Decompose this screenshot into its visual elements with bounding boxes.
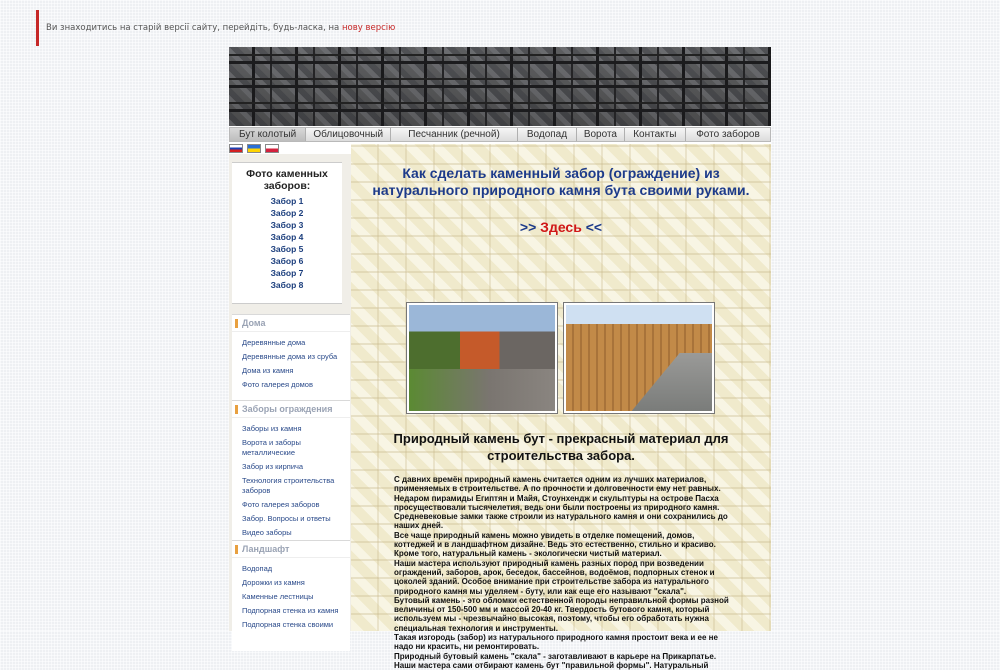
nav-item-but[interactable]: Бут колотый (230, 128, 306, 141)
fence-photo-link-6[interactable]: Забор 6 (270, 256, 304, 266)
fence-photos-box (232, 162, 342, 304)
flag-ua-icon[interactable] (247, 144, 261, 153)
menu-link[interactable]: Деревянные дома (242, 338, 306, 347)
menu-head-fences: Заборы ограждения (232, 401, 350, 418)
page-headline: Как сделать каменный забор (ограждение) из натурального природного камня бута своими руками. (372, 165, 750, 198)
fence-photo-link-4[interactable]: Забор 4 (270, 232, 304, 242)
flag-pl-icon[interactable] (265, 144, 279, 153)
menu-link[interactable]: Дорожки из камня (242, 578, 305, 587)
menu-link[interactable]: Каменные лестницы (242, 592, 314, 601)
article-body (394, 475, 734, 670)
menu-link[interactable]: Заборы из камня (242, 424, 302, 433)
nav-item-fence-photos[interactable]: Фото заборов (696, 129, 760, 140)
site-frame (229, 47, 771, 670)
menu-link[interactable]: Дома из камня (242, 366, 294, 375)
flag-ru-icon[interactable] (229, 144, 243, 153)
menu-link[interactable]: Подпорная стенка из камня (242, 606, 339, 615)
menu-head-houses: Дома (232, 315, 350, 332)
fence-photo-thumbnail[interactable] (406, 302, 558, 414)
menu-link[interactable]: Технология строительства заборов (242, 476, 335, 495)
here-link-line (369, 219, 753, 235)
article-paragraph: Природный бутовый камень "скала" - заготавливают в карьере на Прикарпатье. Наши мастера сами отбирают камень бут "правильной формы". Натуральный (394, 651, 717, 670)
menu-link[interactable]: Забор из кирпича (242, 462, 304, 471)
notice-text: Ви знаходитись на старій версії сайту, перейдіть, будь-ласка, на (46, 23, 342, 33)
nav-item-waterfall[interactable]: Водопад (518, 128, 577, 141)
here-link[interactable]: Здесь (540, 219, 582, 235)
article-paragraph: Бутовый камень - это обломки естественной породы неправильной формы разной величины от 150-500 мм и массой 20-40 кг. Твердость бутового камня, который используем мы - чрезвычайно высокая, поэтому, чтобы его обработать нужна специальная технология и инструменты. (394, 595, 729, 633)
nav-item-sandstone[interactable]: Песчанник (речной) (391, 128, 518, 141)
language-flags (229, 144, 279, 154)
article-paragraph: С давних времён природный камень считается одним из лучших материалов, применяемых в строительстве. А по прочности и долговечности ему нет равных. Недаром пирамиды Египтян и Майя, Стоунхендж и скульптуры на острове Пасха просуществовали тысячелетия, ведь они были построены из природного камня. Средневековые замки также строили из натурального камня и они сохранились до наших дней. (394, 475, 728, 531)
menu-link[interactable]: Деревянные дома из сруба (242, 352, 338, 361)
here-suffix: << (581, 219, 603, 235)
new-version-link[interactable]: нову версію (341, 23, 396, 33)
article-subhead: Природный камень бут - прекрасный материал для строительства забора. (393, 431, 729, 463)
main-nav (229, 127, 771, 142)
menu-link[interactable]: Забор. Вопросы и ответы (242, 514, 331, 523)
fence-photo-link-3[interactable]: Забор 3 (270, 220, 304, 230)
menu-link[interactable]: Фото галерея заборов (242, 500, 320, 509)
menu-head-landscape: Ландшафт (232, 541, 350, 558)
here-prefix: >> (519, 219, 541, 235)
menu-link[interactable]: Подпорная стенка своими (242, 620, 334, 629)
article-paragraph: Наши мастера используют природный камень разных пород при возведении ограждений, заборов, арок, беседок, бассейнов, водоёмов, подпорных стенок и цоколей зданий. Особое внимание при строительстве забора из натурального природного камня мы уделяем - буту, или как еще его называют "скала". (394, 558, 715, 596)
article-paragraph: Все чаще природный камень можно увидеть в отделке помещений, домов, коттеджей и в ландшафтном дизайне. Ведь это естественно, стильно и красиво. Кроме того, натуральный камень - экологически чистый материал. (394, 530, 716, 559)
menu-link[interactable]: Ворота и заборы металлические (242, 438, 301, 457)
fence-photo-link-2[interactable]: Забор 2 (270, 208, 304, 218)
fence-photo-link-5[interactable]: Забор 5 (270, 244, 304, 254)
fence-photos-title: Фото каменных заборов: (246, 168, 328, 192)
stone-banner (229, 47, 771, 126)
menu-link[interactable]: Видео заборы (242, 528, 292, 537)
fence-photo-link-1[interactable]: Забор 1 (270, 196, 304, 206)
sidebar (229, 154, 351, 631)
main-content (351, 144, 771, 670)
old-version-notice (36, 10, 436, 46)
fence-photo-link-8[interactable]: Забор 8 (270, 280, 304, 290)
fence-photo-thumbnail[interactable] (563, 302, 715, 414)
nav-item-gates[interactable]: Ворота (577, 128, 624, 141)
nav-item-facing[interactable]: Облицовочный (306, 128, 391, 141)
menu-section-landscape (232, 540, 350, 651)
article-paragraph: Такая изгородь (забор) из натурального природного камня простоит века и ее не надо ни красить, ни ремонтировать. (394, 633, 718, 652)
menu-link[interactable]: Водопад (242, 564, 273, 573)
fence-photo-link-7[interactable]: Забор 7 (270, 268, 304, 278)
nav-item-contacts[interactable]: Контакты (625, 128, 686, 141)
menu-link[interactable]: Фото галерея домов (242, 380, 313, 389)
